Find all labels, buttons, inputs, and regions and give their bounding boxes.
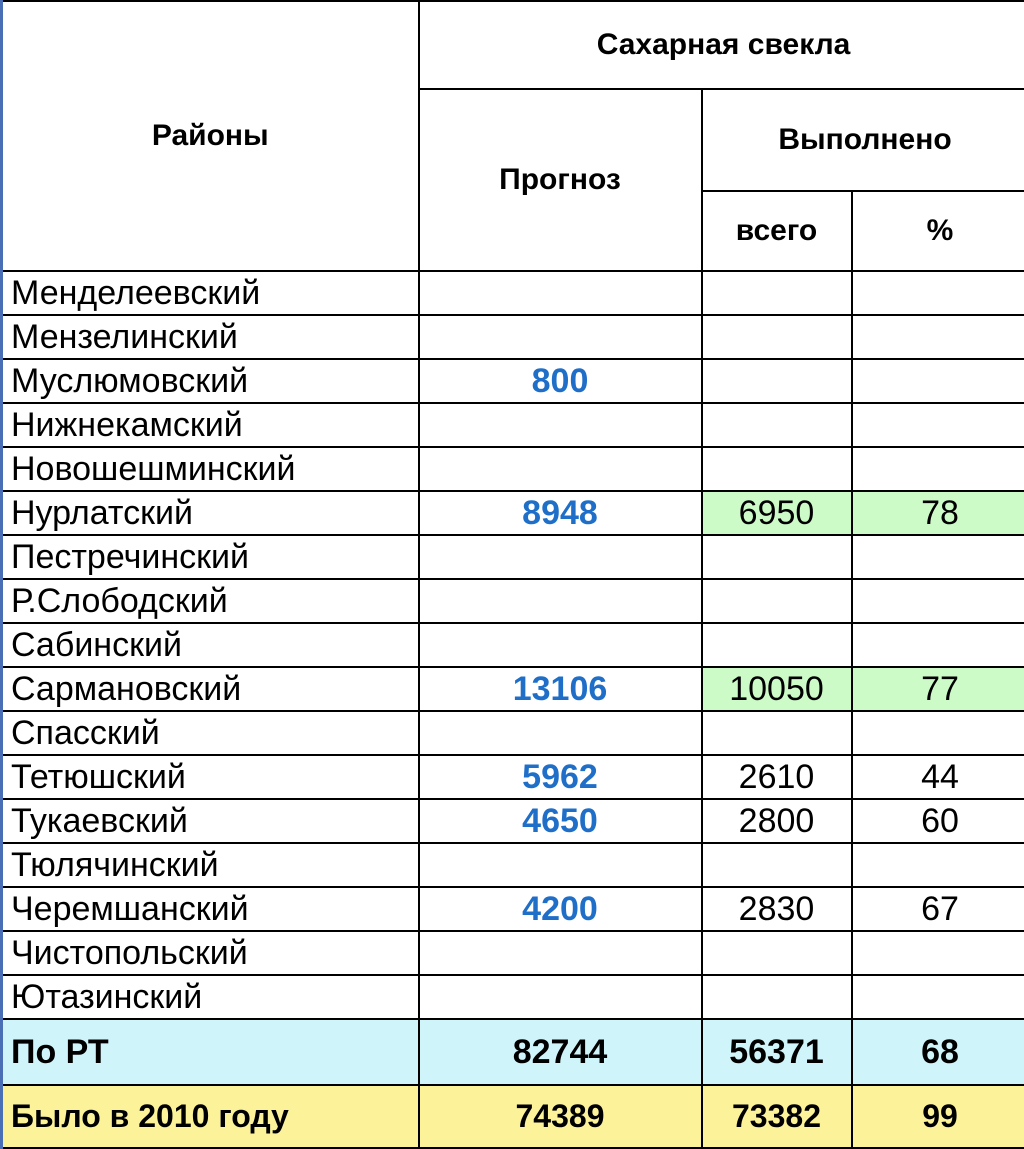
table-body [2, 271, 1024, 1148]
percent-cell [852, 315, 1024, 359]
district-name: Ютазинский [2, 975, 419, 1019]
previous-total: 73382 [702, 1085, 852, 1148]
percent-cell [852, 975, 1024, 1019]
header-done: Выполнено [702, 89, 1024, 191]
forecast-cell [419, 931, 702, 975]
district-name: Сабинский [2, 623, 419, 667]
table-row [2, 491, 1024, 535]
district-name: Тукаевский [2, 799, 419, 843]
district-name: Новошешминский [2, 447, 419, 491]
total-cell [702, 711, 852, 755]
table-row [2, 711, 1024, 755]
total-cell [702, 623, 852, 667]
percent-cell: 78 [852, 491, 1024, 535]
table-row [2, 579, 1024, 623]
percent-cell [852, 535, 1024, 579]
previous-label: Было в 2010 году [2, 1085, 419, 1148]
summary-label: По РТ [2, 1019, 419, 1085]
total-cell: 2800 [702, 799, 852, 843]
forecast-cell [419, 447, 702, 491]
percent-cell [852, 931, 1024, 975]
total-cell: 2830 [702, 887, 852, 931]
total-cell [702, 359, 852, 403]
summary-forecast: 82744 [419, 1019, 702, 1085]
previous-forecast: 74389 [419, 1085, 702, 1148]
total-cell [702, 975, 852, 1019]
total-cell [702, 843, 852, 887]
forecast-cell [419, 843, 702, 887]
percent-cell: 44 [852, 755, 1024, 799]
percent-cell [852, 579, 1024, 623]
table-row [2, 447, 1024, 491]
forecast-cell [419, 623, 702, 667]
forecast-cell: 4650 [419, 799, 702, 843]
district-name: Нижнекамский [2, 403, 419, 447]
table-row [2, 755, 1024, 799]
total-cell [702, 403, 852, 447]
percent-cell [852, 271, 1024, 315]
table-row [2, 271, 1024, 315]
district-name: Черемшанский [2, 887, 419, 931]
table-row [2, 403, 1024, 447]
table-row [2, 315, 1024, 359]
header-districts: Районы [2, 1, 419, 271]
forecast-cell [419, 535, 702, 579]
header-total: всего [702, 191, 852, 271]
percent-cell [852, 711, 1024, 755]
percent-cell [852, 623, 1024, 667]
table-row [2, 843, 1024, 887]
forecast-cell [419, 975, 702, 1019]
summary-percent: 68 [852, 1019, 1024, 1085]
district-name: Мензелинский [2, 315, 419, 359]
forecast-cell: 5962 [419, 755, 702, 799]
header-percent: % [852, 191, 1024, 271]
table-row [2, 799, 1024, 843]
percent-cell [852, 447, 1024, 491]
header-crop: Сахарная свекла [419, 1, 1024, 89]
percent-cell [852, 843, 1024, 887]
forecast-cell [419, 271, 702, 315]
table-row [2, 359, 1024, 403]
header-forecast: Прогноз [419, 89, 702, 271]
table-row [2, 931, 1024, 975]
district-name: Нурлатский [2, 491, 419, 535]
forecast-cell [419, 711, 702, 755]
district-name: Тюлячинский [2, 843, 419, 887]
total-cell [702, 579, 852, 623]
table-row [2, 667, 1024, 711]
total-cell: 6950 [702, 491, 852, 535]
total-cell: 2610 [702, 755, 852, 799]
previous-percent: 99 [852, 1085, 1024, 1148]
district-name: Чистопольский [2, 931, 419, 975]
total-cell [702, 447, 852, 491]
forecast-cell [419, 579, 702, 623]
district-name: Сармановский [2, 667, 419, 711]
previous-year-row [2, 1085, 1024, 1148]
total-cell [702, 315, 852, 359]
total-cell: 10050 [702, 667, 852, 711]
table-row [2, 623, 1024, 667]
district-name: Р.Слободский [2, 579, 419, 623]
district-name: Тетюшский [2, 755, 419, 799]
forecast-cell: 4200 [419, 887, 702, 931]
table-row [2, 887, 1024, 931]
forecast-cell: 13106 [419, 667, 702, 711]
percent-cell [852, 359, 1024, 403]
forecast-cell: 800 [419, 359, 702, 403]
district-name: Спасский [2, 711, 419, 755]
percent-cell: 67 [852, 887, 1024, 931]
summary-row [2, 1019, 1024, 1085]
summary-total: 56371 [702, 1019, 852, 1085]
table-row [2, 975, 1024, 1019]
district-name: Менделеевский [2, 271, 419, 315]
forecast-cell [419, 403, 702, 447]
percent-cell [852, 403, 1024, 447]
forecast-cell [419, 315, 702, 359]
table-row [2, 535, 1024, 579]
district-name: Пестречинский [2, 535, 419, 579]
forecast-cell: 8948 [419, 491, 702, 535]
percent-cell: 60 [852, 799, 1024, 843]
percent-cell: 77 [852, 667, 1024, 711]
district-name: Муслюмовский [2, 359, 419, 403]
total-cell [702, 931, 852, 975]
total-cell [702, 535, 852, 579]
total-cell [702, 271, 852, 315]
